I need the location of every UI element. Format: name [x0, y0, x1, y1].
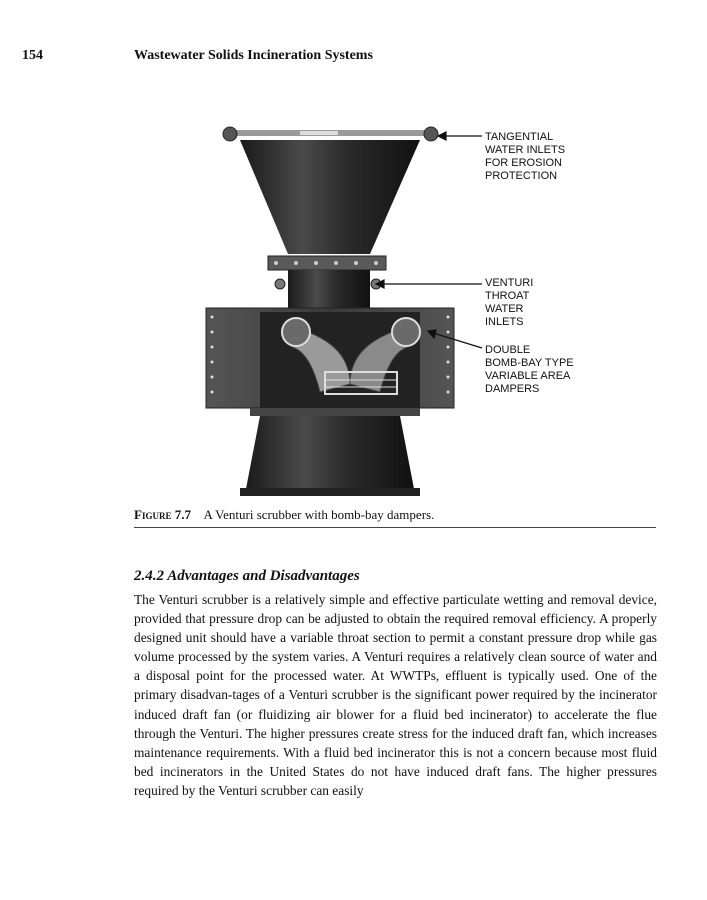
caption-label: Figure 7.7	[134, 507, 191, 522]
diverging-diffuser	[245, 416, 415, 494]
section-heading: 2.4.2 Advantages and Disadvantages	[134, 568, 360, 584]
figure-venturi-scrubber	[200, 122, 600, 502]
callout-throat-inlets: VENTURI THROAT WATER INLETS	[485, 277, 534, 328]
body-paragraph: The Venturi scrubber is a relatively simple and effective particulate wetting and removal device, provided that pressure drop can be adjusted to obtain the required removal efficiency. A properly designed unit should have a variable throat section to permit a constant pressure drop while gas volume processed by the system varies. A Venturi requires a relatively clean source of water and a disposal point for the processed water. At WWTPs, effluent is typically used. One of the primary disadvan-tages of a Venturi scrubber is the significant power required by the incinerator induced draft fan (or fluidizing air blower for a fluid bed incinerator) to accelerate the flue through the Venturi. The higher pressures create stress for the induced draft fan, which increases maintenance requirements. With a fluid bed incinerator this is not a concern because most fluid bed incinerators in the United States do not have induced draft fans. The higher pressures required by the Venturi scrubber can easily	[134, 592, 657, 798]
caption-text: A Venturi scrubber with bomb-bay dampers.	[203, 507, 435, 522]
callout-tangential-inlets: TANGENTIAL WATER INLETS FOR EROSION PROTECTION	[485, 131, 566, 182]
running-title: Wastewater Solids Incineration Systems	[134, 48, 373, 63]
figure-caption	[134, 507, 656, 528]
throat-flange	[268, 256, 386, 270]
running-header	[0, 48, 707, 68]
throat-neck	[288, 270, 370, 310]
converging-cone	[240, 140, 420, 254]
callout-dampers: DOUBLE BOMB-BAY TYPE VARIABLE AREA DAMPERS	[485, 344, 574, 395]
tangential-inlet-ring	[223, 127, 438, 141]
page-number: 154	[22, 48, 43, 63]
